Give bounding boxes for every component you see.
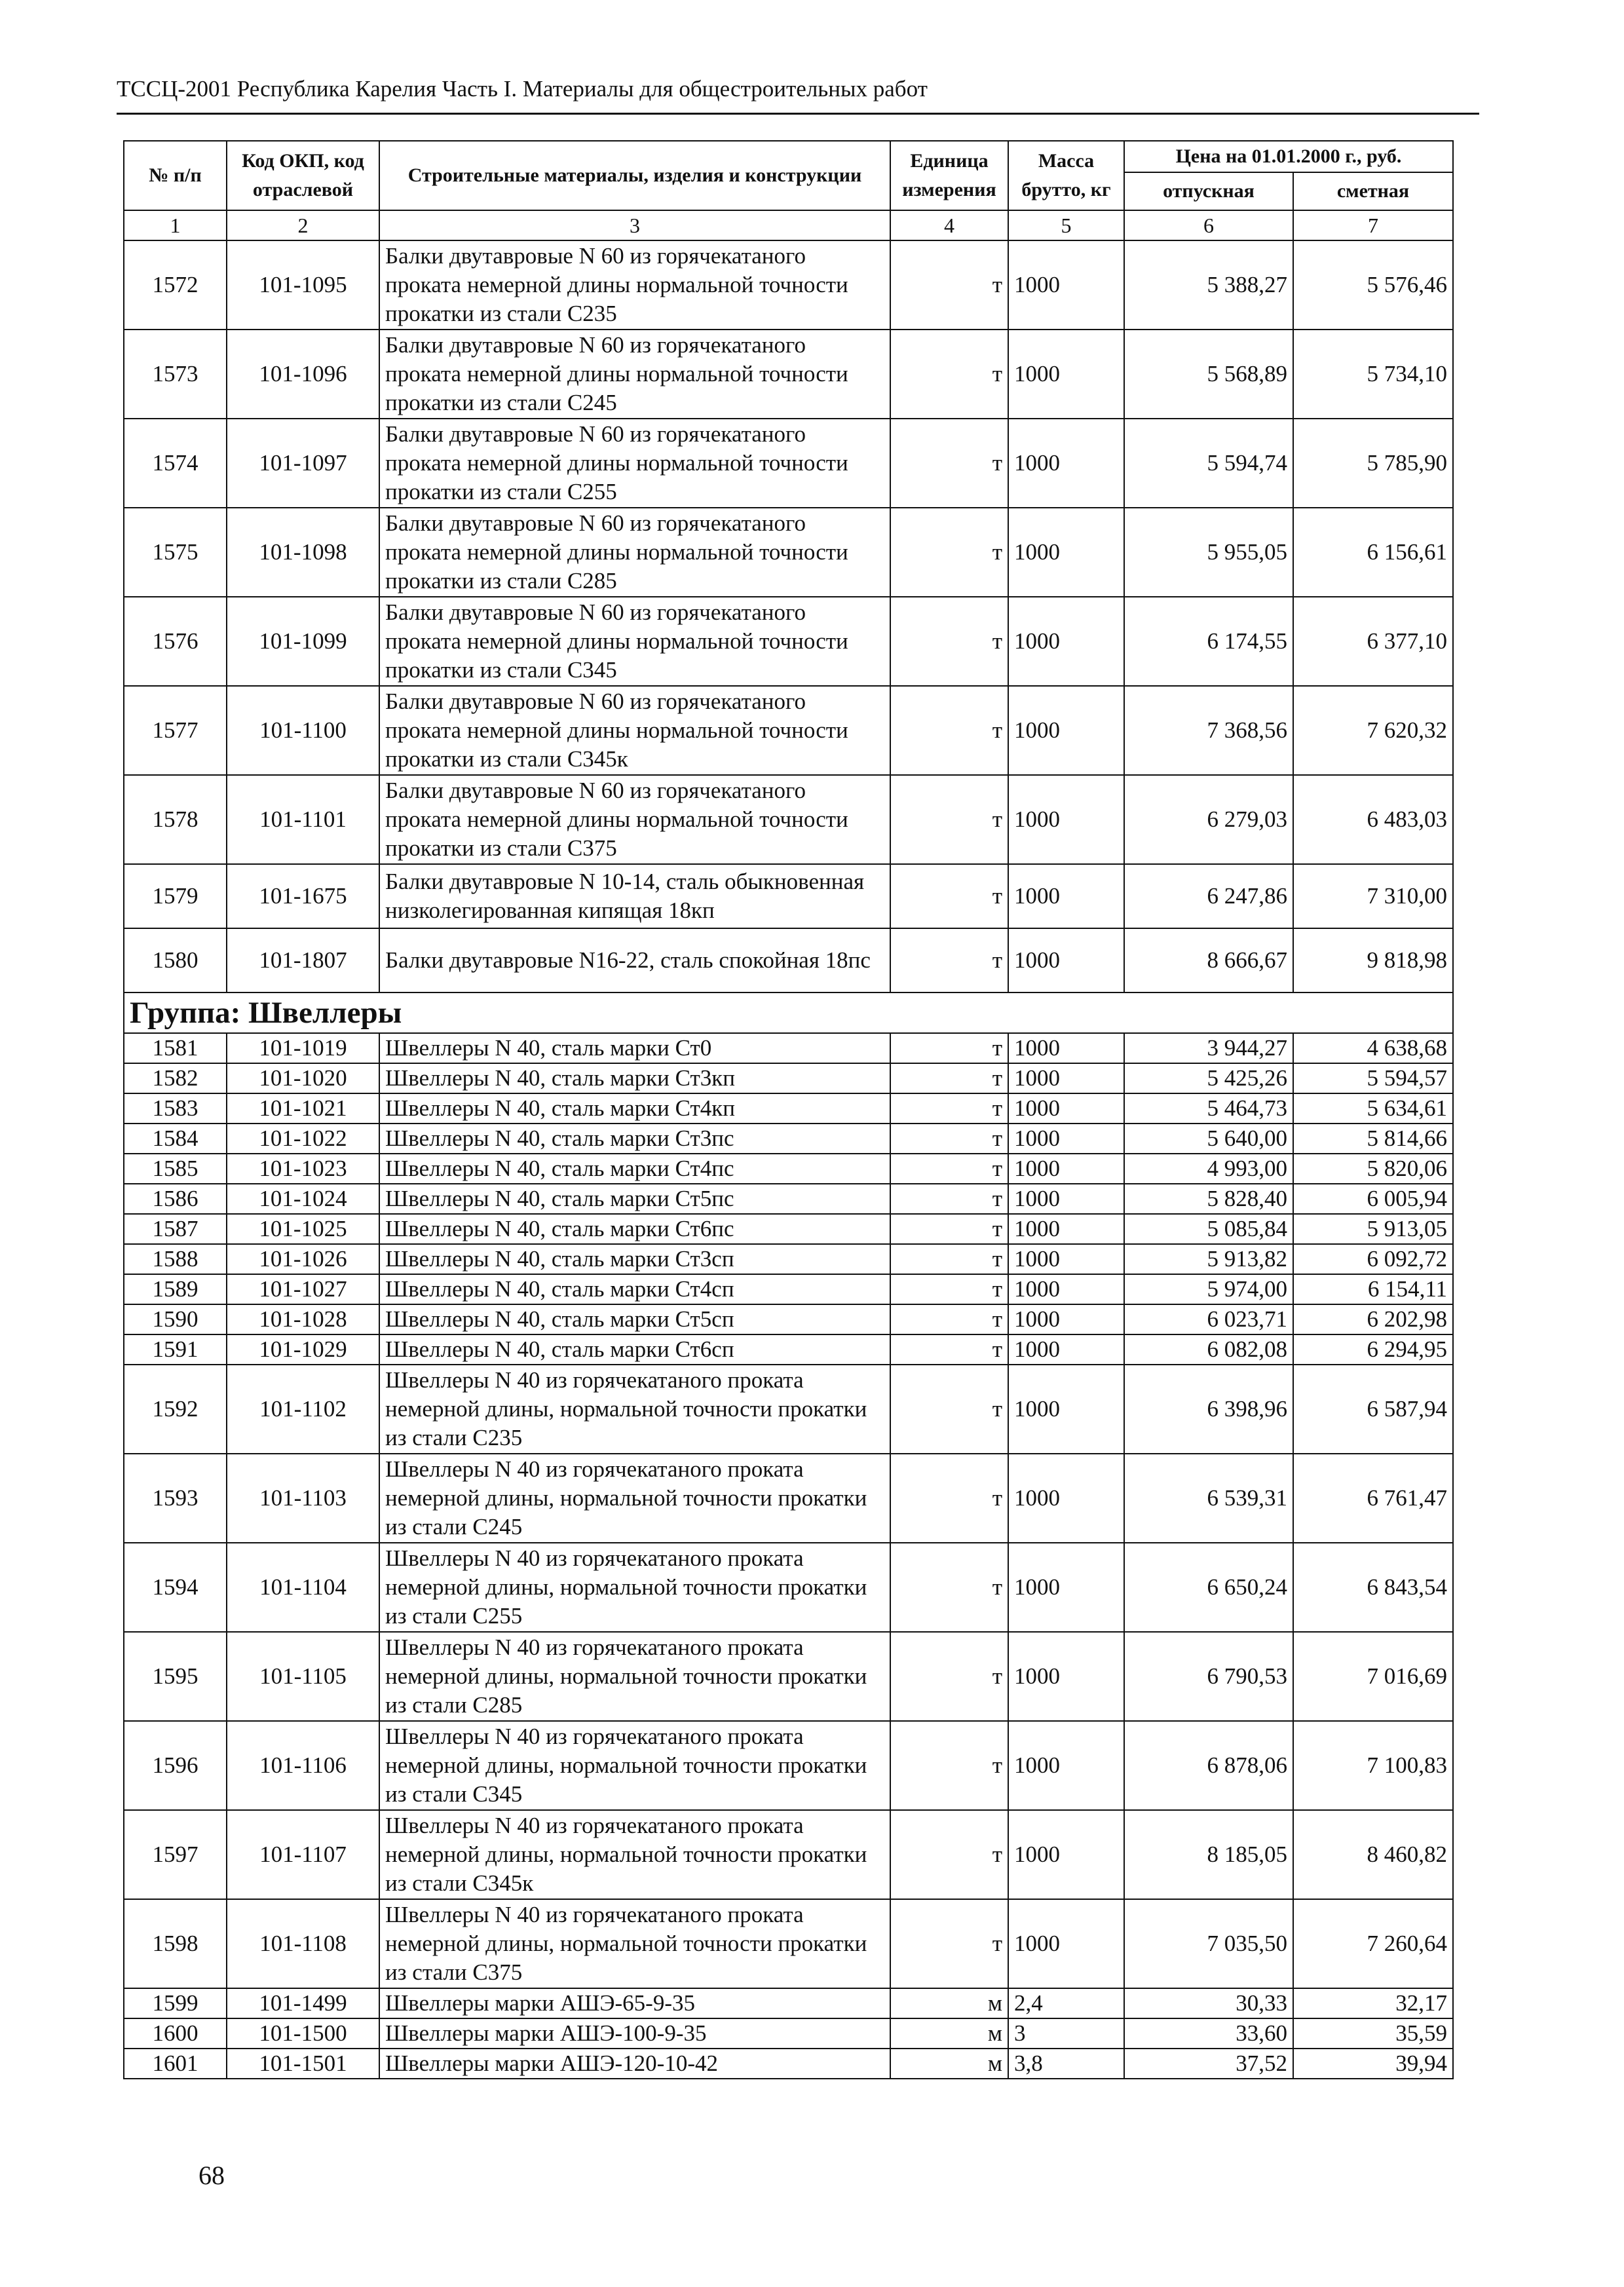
table-row — [124, 1543, 1453, 1632]
row-release-price: 5 828,40 — [1124, 1184, 1293, 1214]
row-release-price: 5 388,27 — [1124, 240, 1293, 330]
row-unit: т — [890, 864, 1008, 928]
row-number: 1598 — [124, 1899, 227, 1988]
row-unit: т — [890, 1304, 1008, 1334]
row-release-price: 5 594,74 — [1124, 419, 1293, 508]
row-number: 1595 — [124, 1632, 227, 1721]
row-description: Швеллеры N 40 из горячекатаного проката немерной длины, нормальной точности прокатки из стали С345к — [379, 1810, 890, 1899]
group-title: Группа: Швеллеры — [124, 992, 1453, 1033]
row-number: 1589 — [124, 1274, 227, 1304]
header-description: Строительные материалы, изделия и конструкции — [379, 141, 890, 210]
row-code: 101-1107 — [227, 1810, 379, 1899]
row-description: Швеллеры N 40, сталь марки Ст5сп — [379, 1304, 890, 1334]
row-number: 1577 — [124, 686, 227, 775]
row-unit: м — [890, 2049, 1008, 2079]
row-description: Швеллеры марки АШЭ-120-10-42 — [379, 2049, 890, 2079]
row-code: 101-1102 — [227, 1365, 379, 1454]
row-description: Швеллеры марки АШЭ-65-9-35 — [379, 1988, 890, 2018]
row-unit: т — [890, 1632, 1008, 1721]
row-code: 101-1106 — [227, 1721, 379, 1810]
header-price-group: Цена на 01.01.2000 г., руб. — [1124, 141, 1453, 172]
row-estimate-price: 5 634,61 — [1293, 1093, 1453, 1124]
table-body-beams — [124, 240, 1453, 992]
row-unit: т — [890, 330, 1008, 419]
row-description: Балки двутавровые N16-22, сталь спокойная 18пс — [379, 928, 890, 992]
table-row — [124, 508, 1453, 597]
row-description: Швеллеры N 40, сталь марки Ст3кп — [379, 1063, 890, 1093]
table-row — [124, 1304, 1453, 1334]
row-description: Швеллеры N 40, сталь марки Ст6пс — [379, 1214, 890, 1244]
row-description: Швеллеры N 40, сталь марки Ст4сп — [379, 1274, 890, 1304]
row-mass: 1000 — [1008, 1154, 1124, 1184]
header-release-price: отпускная — [1124, 172, 1293, 210]
table-row — [124, 597, 1453, 686]
page-header: ТССЦ-2001 Республика Карелия Часть I. Материалы для общестроительных работ — [117, 76, 928, 102]
row-number: 1573 — [124, 330, 227, 419]
table-row — [124, 1124, 1453, 1154]
row-code: 101-1104 — [227, 1543, 379, 1632]
row-number: 1591 — [124, 1334, 227, 1365]
row-release-price: 5 640,00 — [1124, 1124, 1293, 1154]
row-estimate-price: 35,59 — [1293, 2018, 1453, 2049]
row-code: 101-1025 — [227, 1214, 379, 1244]
row-code: 101-1105 — [227, 1632, 379, 1721]
row-release-price: 4 993,00 — [1124, 1154, 1293, 1184]
row-code: 101-1500 — [227, 2018, 379, 2049]
row-mass: 1000 — [1008, 1334, 1124, 1365]
row-description: Швеллеры N 40 из горячекатаного проката немерной длины, нормальной точности прокатки из стали С245 — [379, 1454, 890, 1543]
row-number: 1601 — [124, 2049, 227, 2079]
row-description: Балки двутавровые N 60 из горячекатаного проката немерной длины нормальной точности прокатки из стали С235 — [379, 240, 890, 330]
row-code: 101-1108 — [227, 1899, 379, 1988]
row-number: 1584 — [124, 1124, 227, 1154]
row-mass: 1000 — [1008, 864, 1124, 928]
row-release-price: 33,60 — [1124, 2018, 1293, 2049]
row-code: 101-1103 — [227, 1454, 379, 1543]
row-mass: 1000 — [1008, 1304, 1124, 1334]
row-release-price: 5 085,84 — [1124, 1214, 1293, 1244]
table-header-row — [124, 141, 1453, 172]
row-release-price: 6 247,86 — [1124, 864, 1293, 928]
table-row — [124, 2018, 1453, 2049]
row-release-price: 6 398,96 — [1124, 1365, 1293, 1454]
column-number: 4 — [890, 210, 1008, 240]
row-estimate-price: 6 154,11 — [1293, 1274, 1453, 1304]
row-unit: т — [890, 775, 1008, 864]
row-description: Швеллеры N 40, сталь марки Ст3пс — [379, 1124, 890, 1154]
row-estimate-price: 7 620,32 — [1293, 686, 1453, 775]
row-estimate-price: 6 294,95 — [1293, 1334, 1453, 1365]
row-estimate-price: 7 310,00 — [1293, 864, 1453, 928]
table-row — [124, 1244, 1453, 1274]
table-body-channels — [124, 1033, 1453, 2079]
column-number: 5 — [1008, 210, 1124, 240]
row-number: 1585 — [124, 1154, 227, 1184]
table-row — [124, 686, 1453, 775]
row-description: Швеллеры марки АШЭ-100-9-35 — [379, 2018, 890, 2049]
row-number: 1600 — [124, 2018, 227, 2049]
row-description: Швеллеры N 40, сталь марки Ст0 — [379, 1033, 890, 1063]
header-estimate-price: сметная — [1293, 172, 1453, 210]
row-unit: т — [890, 1274, 1008, 1304]
row-release-price: 5 974,00 — [1124, 1274, 1293, 1304]
row-estimate-price: 39,94 — [1293, 2049, 1453, 2079]
row-release-price: 7 035,50 — [1124, 1899, 1293, 1988]
table-row — [124, 1365, 1453, 1454]
table-row — [124, 419, 1453, 508]
row-release-price: 5 464,73 — [1124, 1093, 1293, 1124]
row-mass: 1000 — [1008, 775, 1124, 864]
row-number: 1579 — [124, 864, 227, 928]
row-release-price: 5 568,89 — [1124, 330, 1293, 419]
row-description: Балки двутавровые N 60 из горячекатаного проката немерной длины нормальной точности прокатки из стали С255 — [379, 419, 890, 508]
row-description: Швеллеры N 40 из горячекатаного проката немерной длины, нормальной точности прокатки из стали С255 — [379, 1543, 890, 1632]
table-row — [124, 1632, 1453, 1721]
row-estimate-price: 7 100,83 — [1293, 1721, 1453, 1810]
row-unit: т — [890, 1454, 1008, 1543]
row-code: 101-1024 — [227, 1184, 379, 1214]
row-estimate-price: 5 820,06 — [1293, 1154, 1453, 1184]
table-row — [124, 1454, 1453, 1543]
row-number: 1581 — [124, 1033, 227, 1063]
row-unit: т — [890, 508, 1008, 597]
row-estimate-price: 7 260,64 — [1293, 1899, 1453, 1988]
row-number: 1576 — [124, 597, 227, 686]
header-mass: Масса брутто, кг — [1008, 141, 1124, 210]
row-description: Швеллеры N 40, сталь марки Ст5пс — [379, 1184, 890, 1214]
row-release-price: 6 082,08 — [1124, 1334, 1293, 1365]
row-unit: т — [890, 1899, 1008, 1988]
row-mass: 1000 — [1008, 1721, 1124, 1810]
row-estimate-price: 5 913,05 — [1293, 1214, 1453, 1244]
row-code: 101-1099 — [227, 597, 379, 686]
column-number: 1 — [124, 210, 227, 240]
row-unit: т — [890, 1063, 1008, 1093]
row-estimate-price: 6 843,54 — [1293, 1543, 1453, 1632]
row-unit: т — [890, 1093, 1008, 1124]
page-number: 68 — [198, 2161, 225, 2190]
row-description: Балки двутавровые N 60 из горячекатаного проката немерной длины нормальной точности прокатки из стали С285 — [379, 508, 890, 597]
row-description: Балки двутавровые N 10-14, сталь обыкновенная низколегированная кипящая 18кп — [379, 864, 890, 928]
table-row — [124, 1214, 1453, 1244]
row-mass: 1000 — [1008, 1244, 1124, 1274]
row-code: 101-1028 — [227, 1304, 379, 1334]
row-number: 1586 — [124, 1184, 227, 1214]
row-estimate-price: 32,17 — [1293, 1988, 1453, 2018]
row-mass: 1000 — [1008, 1632, 1124, 1721]
row-mass: 1000 — [1008, 1543, 1124, 1632]
row-release-price: 5 425,26 — [1124, 1063, 1293, 1093]
row-estimate-price: 5 734,10 — [1293, 330, 1453, 419]
row-mass: 1000 — [1008, 1810, 1124, 1899]
row-release-price: 5 913,82 — [1124, 1244, 1293, 1274]
row-code: 101-1029 — [227, 1334, 379, 1365]
row-release-price: 6 650,24 — [1124, 1543, 1293, 1632]
row-release-price: 8 185,05 — [1124, 1810, 1293, 1899]
row-mass: 1000 — [1008, 1454, 1124, 1543]
table-group — [124, 992, 1453, 1033]
row-description: Швеллеры N 40, сталь марки Ст4кп — [379, 1093, 890, 1124]
row-code: 101-1023 — [227, 1154, 379, 1184]
row-estimate-price: 4 638,68 — [1293, 1033, 1453, 1063]
row-description: Балки двутавровые N 60 из горячекатаного проката немерной длины нормальной точности прокатки из стали С245 — [379, 330, 890, 419]
table-row — [124, 864, 1453, 928]
table-row — [124, 1154, 1453, 1184]
row-release-price: 6 174,55 — [1124, 597, 1293, 686]
row-unit: м — [890, 1988, 1008, 2018]
row-unit: т — [890, 1334, 1008, 1365]
row-mass: 3 — [1008, 2018, 1124, 2049]
row-release-price: 5 955,05 — [1124, 508, 1293, 597]
row-code: 101-1019 — [227, 1033, 379, 1063]
column-number: 6 — [1124, 210, 1293, 240]
row-unit: т — [890, 1244, 1008, 1274]
row-unit: т — [890, 1543, 1008, 1632]
row-unit: т — [890, 686, 1008, 775]
row-release-price: 6 539,31 — [1124, 1454, 1293, 1543]
column-number: 7 — [1293, 210, 1453, 240]
row-estimate-price: 8 460,82 — [1293, 1810, 1453, 1899]
row-estimate-price: 6 587,94 — [1293, 1365, 1453, 1454]
row-mass: 1000 — [1008, 1124, 1124, 1154]
group-row — [124, 992, 1453, 1033]
row-mass: 1000 — [1008, 330, 1124, 419]
table-row — [124, 330, 1453, 419]
row-number: 1572 — [124, 240, 227, 330]
row-estimate-price: 6 092,72 — [1293, 1244, 1453, 1274]
row-mass: 1000 — [1008, 1274, 1124, 1304]
row-number: 1574 — [124, 419, 227, 508]
row-release-price: 7 368,56 — [1124, 686, 1293, 775]
column-number-row — [124, 210, 1453, 240]
row-number: 1575 — [124, 508, 227, 597]
row-release-price: 6 023,71 — [1124, 1304, 1293, 1334]
header-rule — [117, 113, 1479, 115]
row-number: 1588 — [124, 1244, 227, 1274]
header-code: Код ОКП, код отраслевой — [227, 141, 379, 210]
row-number: 1582 — [124, 1063, 227, 1093]
row-description: Швеллеры N 40 из горячекатаного проката немерной длины, нормальной точности прокатки из стали С235 — [379, 1365, 890, 1454]
table-row — [124, 1184, 1453, 1214]
row-description: Швеллеры N 40, сталь марки Ст4пс — [379, 1154, 890, 1184]
table-row — [124, 2049, 1453, 2079]
row-estimate-price: 7 016,69 — [1293, 1632, 1453, 1721]
row-number: 1599 — [124, 1988, 227, 2018]
row-unit: м — [890, 2018, 1008, 2049]
row-estimate-price: 5 594,57 — [1293, 1063, 1453, 1093]
row-mass: 1000 — [1008, 686, 1124, 775]
row-description: Швеллеры N 40 из горячекатаного проката немерной длины, нормальной точности прокатки из стали С375 — [379, 1899, 890, 1988]
table-row — [124, 240, 1453, 330]
table-row — [124, 1988, 1453, 2018]
row-estimate-price: 9 818,98 — [1293, 928, 1453, 992]
row-release-price: 30,33 — [1124, 1988, 1293, 2018]
row-number: 1597 — [124, 1810, 227, 1899]
row-code: 101-1097 — [227, 419, 379, 508]
row-unit: т — [890, 1810, 1008, 1899]
row-estimate-price: 6 483,03 — [1293, 775, 1453, 864]
row-code: 101-1095 — [227, 240, 379, 330]
table-row — [124, 1810, 1453, 1899]
row-mass: 1000 — [1008, 597, 1124, 686]
row-mass: 1000 — [1008, 508, 1124, 597]
column-number: 3 — [379, 210, 890, 240]
row-release-price: 6 279,03 — [1124, 775, 1293, 864]
row-estimate-price: 6 005,94 — [1293, 1184, 1453, 1214]
row-number: 1583 — [124, 1093, 227, 1124]
row-code: 101-1098 — [227, 508, 379, 597]
row-unit: т — [890, 928, 1008, 992]
row-code: 101-1807 — [227, 928, 379, 992]
row-code: 101-1501 — [227, 2049, 379, 2079]
row-estimate-price: 6 202,98 — [1293, 1304, 1453, 1334]
row-number: 1592 — [124, 1365, 227, 1454]
row-unit: т — [890, 1124, 1008, 1154]
row-description: Балки двутавровые N 60 из горячекатаного проката немерной длины нормальной точности прокатки из стали С345 — [379, 597, 890, 686]
row-mass: 3,8 — [1008, 2049, 1124, 2079]
row-estimate-price: 6 761,47 — [1293, 1454, 1453, 1543]
row-description: Балки двутавровые N 60 из горячекатаного проката немерной длины нормальной точности прокатки из стали С375 — [379, 775, 890, 864]
row-estimate-price: 6 156,61 — [1293, 508, 1453, 597]
table-row — [124, 1033, 1453, 1063]
row-code: 101-1020 — [227, 1063, 379, 1093]
row-description: Швеллеры N 40, сталь марки Ст3сп — [379, 1244, 890, 1274]
row-mass: 1000 — [1008, 1063, 1124, 1093]
row-release-price: 8 666,67 — [1124, 928, 1293, 992]
table-row — [124, 1063, 1453, 1093]
row-description: Балки двутавровые N 60 из горячекатаного проката немерной длины нормальной точности прокатки из стали С345к — [379, 686, 890, 775]
row-mass: 1000 — [1008, 1899, 1124, 1988]
row-code: 101-1100 — [227, 686, 379, 775]
header-unit: Единица измерения — [890, 141, 1008, 210]
row-number: 1593 — [124, 1454, 227, 1543]
row-mass: 1000 — [1008, 1033, 1124, 1063]
table-row — [124, 1334, 1453, 1365]
row-mass: 1000 — [1008, 1184, 1124, 1214]
row-mass: 1000 — [1008, 1214, 1124, 1244]
row-estimate-price: 5 814,66 — [1293, 1124, 1453, 1154]
row-unit: т — [890, 1214, 1008, 1244]
row-estimate-price: 5 576,46 — [1293, 240, 1453, 330]
column-number: 2 — [227, 210, 379, 240]
row-release-price: 6 790,53 — [1124, 1632, 1293, 1721]
row-unit: т — [890, 1365, 1008, 1454]
row-release-price: 3 944,27 — [1124, 1033, 1293, 1063]
row-release-price: 6 878,06 — [1124, 1721, 1293, 1810]
row-number: 1590 — [124, 1304, 227, 1334]
row-unit: т — [890, 1033, 1008, 1063]
row-unit: т — [890, 419, 1008, 508]
table-row — [124, 1093, 1453, 1124]
row-unit: т — [890, 240, 1008, 330]
table-row — [124, 775, 1453, 864]
row-code: 101-1026 — [227, 1244, 379, 1274]
row-mass: 1000 — [1008, 240, 1124, 330]
table-row — [124, 1274, 1453, 1304]
row-unit: т — [890, 1184, 1008, 1214]
table-row — [124, 1899, 1453, 1988]
table-row — [124, 928, 1453, 992]
row-mass: 1000 — [1008, 928, 1124, 992]
row-code: 101-1027 — [227, 1274, 379, 1304]
row-estimate-price: 6 377,10 — [1293, 597, 1453, 686]
materials-table — [123, 140, 1454, 2079]
row-mass: 1000 — [1008, 1365, 1124, 1454]
row-code: 101-1675 — [227, 864, 379, 928]
row-description: Швеллеры N 40 из горячекатаного проката немерной длины, нормальной точности прокатки из стали С285 — [379, 1632, 890, 1721]
row-release-price: 37,52 — [1124, 2049, 1293, 2079]
header-num: № п/п — [124, 141, 227, 210]
row-code: 101-1101 — [227, 775, 379, 864]
row-number: 1587 — [124, 1214, 227, 1244]
row-code: 101-1022 — [227, 1124, 379, 1154]
row-description: Швеллеры N 40, сталь марки Ст6сп — [379, 1334, 890, 1365]
row-unit: т — [890, 597, 1008, 686]
row-code: 101-1096 — [227, 330, 379, 419]
table-row — [124, 1721, 1453, 1810]
row-mass: 2,4 — [1008, 1988, 1124, 2018]
row-description: Швеллеры N 40 из горячекатаного проката немерной длины, нормальной точности прокатки из стали С345 — [379, 1721, 890, 1810]
row-code: 101-1021 — [227, 1093, 379, 1124]
row-number: 1578 — [124, 775, 227, 864]
row-unit: т — [890, 1721, 1008, 1810]
row-estimate-price: 5 785,90 — [1293, 419, 1453, 508]
row-mass: 1000 — [1008, 1093, 1124, 1124]
row-number: 1594 — [124, 1543, 227, 1632]
row-number: 1580 — [124, 928, 227, 992]
row-code: 101-1499 — [227, 1988, 379, 2018]
row-number: 1596 — [124, 1721, 227, 1810]
row-unit: т — [890, 1154, 1008, 1184]
row-mass: 1000 — [1008, 419, 1124, 508]
